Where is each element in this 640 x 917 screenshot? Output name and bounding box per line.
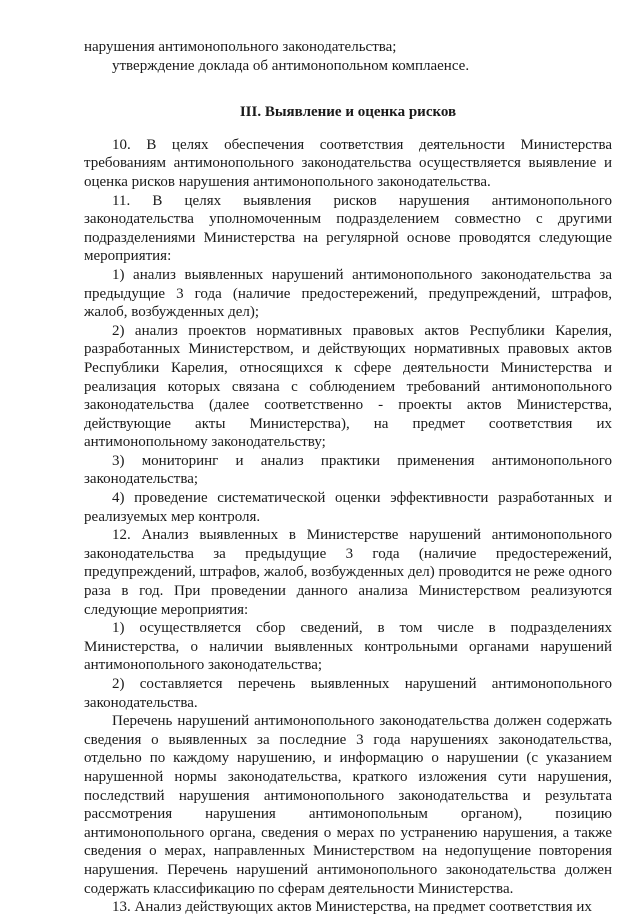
paragraph-12-item-2: 2) составляется перечень выявленных нарушений антимонопольного законодательства. <box>84 676 612 711</box>
paragraph-11-item-3: 3) мониторинг и анализ практики применения антимонопольного законодательства; <box>84 452 612 488</box>
paragraph-11-item-4: 4) проведение систематической оценки эффективности разработанных и реализуемых мер контроля. <box>84 490 612 525</box>
paragraph-11-item-2: 2) анализ проектов нормативных правовых актов Республики Карелия, разработанных Министерством, и действующих нормативных правовых актов Республики Карелия, относящихся к сфере деятельности Министерства и реализация которых связана с соблюдением требований антимонопольного законодательства (далее соответственно - проекты актов Министерства, действующие акты Министерства), на предмет соответствия их антимонопольному законодательству; <box>84 322 612 451</box>
paragraph-12: 12. Анализ выявленных в Министерстве нарушений антимонопольного законодательства за предыдущие 3 года (наличие предостережений, предупреждений, штрафов, жалоб, возбужденных дел) проводится не реже одного раза в год. При проведении данного анализа Министерством реализуются следующие мероприятия: <box>84 527 612 618</box>
violations-list-paragraph: Перечень нарушений антимонопольного законодательства должен содержать сведения о выявленных за последние 3 года нарушениях законодательства, отдельно по каждому нарушению, и информацию о нарушении (с указанием нарушенной нормы законодательства, краткого изложения сути нарушения, последствий нарушения антимонопольного законодательства и результата рассмотрения нарушения антимонопольным органом), позицию антимонопольного органа, сведения о мерах по устранению нарушения, а также сведения о мерах, направленных Министерством на недопущение повторения нарушения. Перечень нарушений антимонопольного законодательства должен содержать классификацию по сферам деятельности Министерства. <box>84 713 612 897</box>
paragraph-10: 10. В целях обеспечения соответствия деятельности Министерства требованиям антимонопольного законодательства осуществляется выявление и оценка рисков нарушения антимонопольного законодательства. <box>84 136 612 190</box>
document-body <box>84 38 612 917</box>
paragraph-11: 11. В целях выявления рисков нарушения антимонопольного законодательства уполномоченным подразделением совместно с другими подразделениями Министерства на регулярной основе проводятся следующие мероприятия: <box>84 192 612 265</box>
section-title: III. Выявление и оценка рисков <box>239 104 457 121</box>
paragraph-12-item-1: 1) осуществляется сбор сведений, в том числе в подразделениях Министерства, о наличии выявленных контрольными органами нарушений антимонопольного законодательства; <box>84 620 612 674</box>
lead-paragraph-1: нарушения антимонопольного законодательства; <box>84 39 397 55</box>
paragraph-11-item-1: 1) анализ выявленных нарушений антимонопольного законодательства за предыдущие 3 года (наличие предостережений, предупреждений, штрафов, жалоб, возбужденных дел); <box>84 266 612 321</box>
lead-paragraph-2: утверждение доклада об антимонопольном комплаенсе. <box>112 57 470 74</box>
paragraph-13: 13. Анализ действующих актов Министерства, на предмет соответствия их <box>112 899 592 916</box>
